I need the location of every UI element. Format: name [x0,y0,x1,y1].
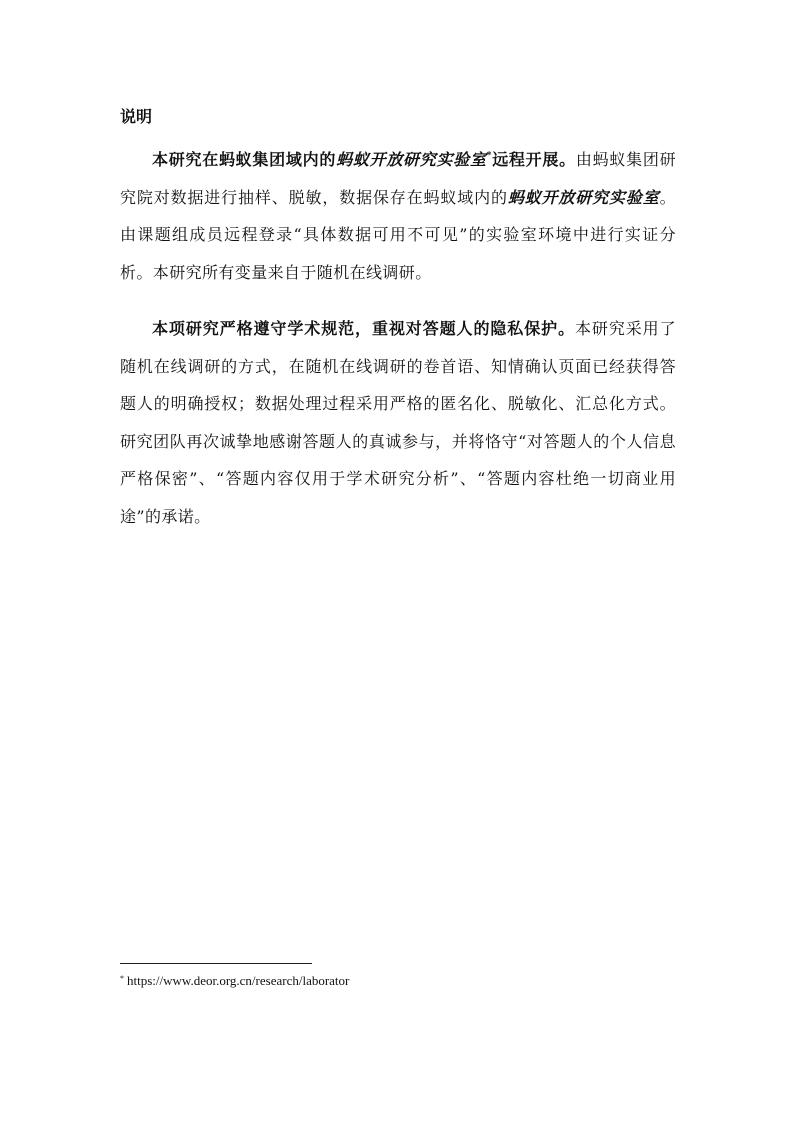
footnote [120,972,349,990]
lab-name-emphasis: 蚂蚁开放研究实验室 [336,150,487,169]
section-heading: 说明 [120,107,153,126]
lab-name-emphasis-2: 蚂蚁开放研究实验室 [507,187,660,207]
paragraph-lab-description [120,141,676,291]
paragraph2-text: 本研究采用了随机在线调研的方式，在随机在线调研的卷首语、知情确认页面已经获得答题人的明确授权；数据处理过程采用严格的匿名化、脱敏化、汇总化方式。研究团队再次诚挚地感谢答题人的真诚参与，并将恪守“对答题人的个人信息严格保密”、“答题内容仅用于学术研究分析”、“答题内容杜绝一切商业用途”的承诺。 [120,319,676,526]
footnote-url[interactable]: https://www.deor.org.cn/research/laborator [127,973,350,988]
paragraph1-bold-tail: 远程开展。 [491,150,576,169]
footnote-reference[interactable]: * [486,151,492,161]
paragraph2-bold-lead: 本项研究严格遵守学术规范，重视对答题人的隐私保护。 [152,319,575,338]
paragraph-privacy-statement [120,310,676,535]
footnote-divider [120,963,312,964]
footnote-marker: * [120,974,124,983]
paragraph1-bold-lead: 本研究在蚂蚁集团域内的 [152,150,337,169]
paragraph1-text-2: 。由课题组成员远程登录“具体数据可用不可见”的实验室环境中进行实证分析。本研究所有变量来自于随机在线调研。 [120,187,676,282]
paragraph1-text: 由蚂蚁集团研究院对数据进行抽样、脱敏，数据保存在蚂蚁域内的 [120,150,676,207]
